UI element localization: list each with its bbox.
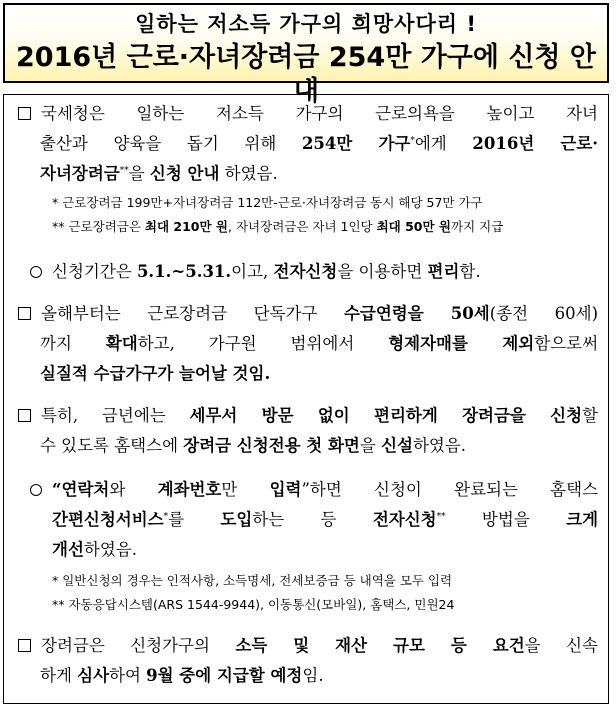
square-bullet-icon [18, 639, 31, 652]
footnote-marker: * [410, 136, 415, 146]
emphasized-text: 소득 및 재산 규모 등 요건 [235, 636, 525, 655]
square-bullet-icon [18, 409, 31, 422]
section-e-application [30, 475, 598, 617]
footnote: ** 자동응답시스템(ARS 1544-9944), 이동통신(모바일), 홈택스, 민원24 [52, 597, 455, 612]
emphasized-text: 최대 210만 원 [144, 219, 229, 234]
emphasized-text: 자녀장려금 [40, 164, 120, 183]
footnote-marker: ** [119, 166, 129, 176]
emphasized-text: 연락처 [61, 480, 110, 499]
text-segment: 방법을 [445, 510, 567, 529]
text-segment: 하였음. [83, 540, 137, 559]
text-segment: 을 신속 [524, 636, 598, 655]
text-segment: 임. [302, 666, 324, 685]
circle-bullet-icon [30, 266, 42, 278]
paragraph-line [18, 631, 598, 661]
emphasized-text: 편리 [427, 262, 460, 281]
emphasized-text: 254만 가구 [301, 134, 411, 153]
text-segment: 까지 [40, 334, 106, 353]
emphasized-text: 입력 [269, 480, 302, 499]
circle-bullet-icon [30, 484, 42, 496]
text-segment: 할 [582, 406, 598, 425]
text-segment: 하는 등 [252, 510, 373, 529]
footnote: * 근로장려금 199만+자녀장려금 112만-근로·자녀장려금 동시 해당 57만 가구 [52, 195, 483, 210]
text-segment: 만 [221, 480, 270, 499]
text-segment: 수 있도록 홈택스에 [40, 436, 184, 455]
text-segment: 을 이용하면 [337, 262, 428, 281]
text-segment: , 자녀장려금은 자녀 1인당 [228, 219, 377, 234]
emphasized-text: 크게 [566, 510, 598, 529]
emphasized-text: 전자신청 [372, 510, 437, 529]
emphasized-text: 간편신청서비스 [52, 510, 164, 529]
footnote [18, 215, 598, 239]
section-hometax [18, 401, 598, 461]
text-segment: 하였음. [412, 436, 467, 455]
text-segment: 출산과 양육을 돕기 위해 [40, 134, 302, 153]
text-segment: 하게 [40, 666, 78, 685]
paragraph-line [18, 661, 598, 691]
emphasized-text: 2016년 근로· [472, 134, 598, 153]
text-segment: 하고, 가구원 범위에서 [137, 334, 389, 353]
paragraph-line [18, 329, 598, 359]
section-payment [18, 631, 598, 691]
paragraph-line [18, 401, 598, 431]
text-segment: 이고, [231, 262, 274, 281]
emphasized-text: 확대 [105, 334, 138, 353]
paragraph-line [30, 475, 598, 505]
text-segment: 함. [459, 262, 481, 281]
emphasized-text: 장려금 신청전용 첫 화면 [183, 436, 360, 455]
title-banner [3, 3, 609, 107]
text-segment: 국세청은 일하는 저소득 가구의 근로의욕을 높이고 자녀 [41, 104, 598, 123]
section-period [30, 257, 598, 287]
paragraph-line [18, 299, 598, 329]
banner-subtitle: 일하는 저소득 가구의 희망사다리 ! [135, 12, 477, 36]
notice-body [3, 94, 609, 704]
text-segment: 함으로써 [534, 334, 598, 353]
emphasized-text: 계좌번호 [157, 480, 222, 499]
emphasized-text: 최대 50만 원 [376, 219, 451, 234]
emphasized-text: 5.1.~5.31. [136, 262, 232, 281]
text-segment: 장려금은 신청가구의 [41, 636, 236, 655]
text-segment: (종전 60세) [489, 304, 598, 323]
text-segment: ** 근로장려금은 [52, 219, 145, 234]
paragraph-line [18, 159, 598, 189]
text-segment: 특히, 금년에는 [41, 406, 190, 425]
paragraph-line [18, 359, 598, 389]
emphasized-text: 신설 [381, 436, 413, 455]
paragraph-line [30, 505, 598, 535]
paragraph-line [18, 129, 598, 159]
emphasized-text: 형제자매를 제외 [388, 334, 535, 353]
emphasized-text: 9월 중에 지급할 예정 [146, 666, 303, 685]
emphasized-text: 수급연령을 50세 [343, 304, 490, 323]
paragraph-line [30, 535, 598, 565]
text-segment: 신청기간은 [52, 262, 137, 281]
emphasized-text: 심사 [77, 666, 110, 685]
square-bullet-icon [18, 307, 31, 320]
paragraph-line [30, 257, 598, 287]
text-segment: 에게 [414, 134, 473, 153]
text-segment: 하였음. [219, 164, 278, 183]
text-segment: 와 [109, 480, 158, 499]
footnote-marker: * [163, 512, 169, 522]
text-segment: 를 [168, 510, 221, 529]
emphasized-text: 신청 안내 [149, 164, 220, 183]
emphasized-text: 도입 [220, 510, 253, 529]
text-segment: 하여 [109, 666, 147, 685]
emphasized-text: 실질적 수급가구가 늘어날 것임. [40, 364, 271, 383]
emphasized-text: “ [52, 480, 62, 499]
text-segment: 을 [128, 164, 150, 183]
square-bullet-icon [18, 107, 31, 120]
text-segment: 까지 지급 [451, 219, 504, 234]
footnote-marker: ** [436, 512, 446, 522]
text-segment: 올해부터는 근로장려금 단독가구 [41, 304, 344, 323]
section-overview [18, 99, 598, 239]
text-segment: 을 [359, 436, 382, 455]
footnote: * 일반신청의 경우는 인적사항, 소득명세, 전세보증금 등 내역을 모두 입력 [52, 573, 453, 588]
section-eligibility [18, 299, 598, 389]
emphasized-text: 세무서 방문 없이 편리하게 장려금을 신청 [189, 406, 583, 425]
banner-title: 2016년 근로·자녀장려금 254만 가구에 신청 안내 [16, 42, 596, 107]
paragraph-line [18, 431, 598, 461]
text-segment: ”하면 신청이 완료되는 홈택스 [301, 480, 598, 499]
paragraph-line [18, 99, 598, 129]
emphasized-text: 전자신청 [273, 262, 338, 281]
emphasized-text: 개선 [52, 540, 84, 559]
